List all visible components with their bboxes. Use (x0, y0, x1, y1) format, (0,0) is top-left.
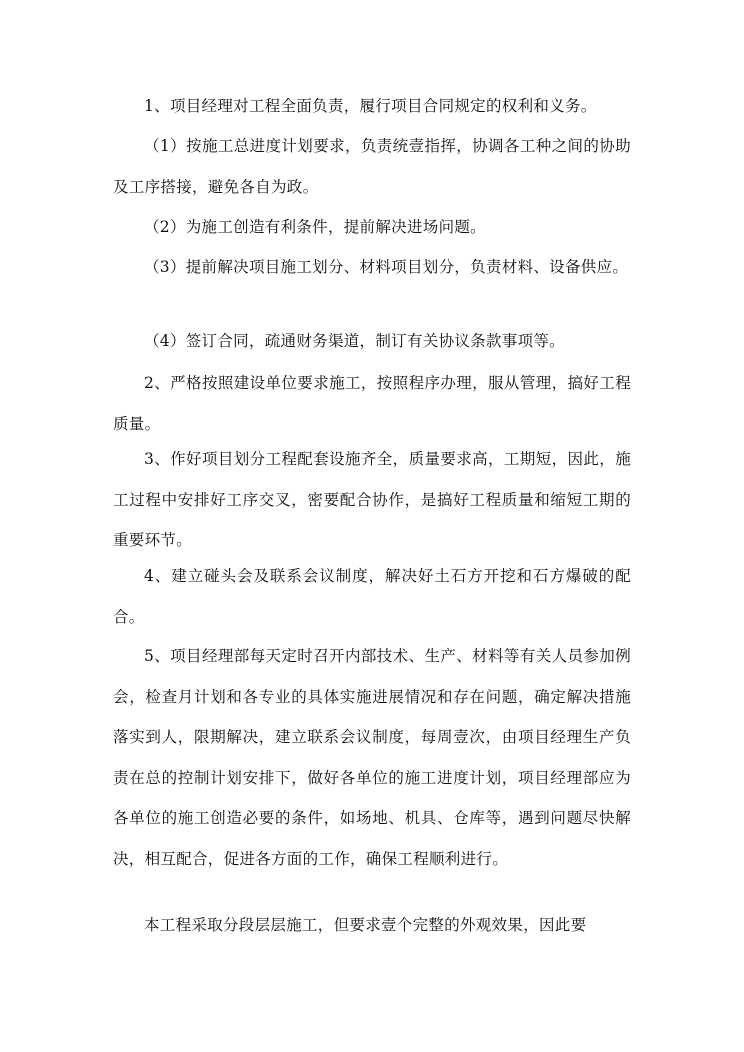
paragraph-4: 4、建立碰头会及联系会议制度，解决好土石方开挖和石方爆破的配合。 (113, 567, 631, 626)
paragraph-1-1: （1）按施工总进度计划要求，负责统壹指挥，协调各工种之间的协助及工序搭接，避免各自为政。 (113, 137, 631, 196)
paragraph-5: 5、项目经理部每天定时召开内部技术、生产、材料等有关人员参加例会，检查月计划和各专业的具体实施进展情况和存在问题，确定解决措施落实到人，限期解决，建立联系会议制度，每周壹次，由项目经理生产负责在总的控制计划安排下，做好各单位的施工进度计划，项目经理部应为各单位的施工创造必要的条件，如场地、机具、仓库等，遇到问题尽快解决，相互配合，促进各方面的工作，确保工程顺利进行。 (113, 647, 631, 868)
paragraph-3: 3、作好项目划分工程配套设施齐全，质量要求高，工期短，因此，施工过程中安排好工序交叉，密要配合协作，是搞好工程质量和缩短工期的重要环节。 (113, 450, 631, 549)
paragraph-6: 本工程采取分段层层施工，但要求壹个完整的外观效果，因此要 (144, 916, 587, 934)
paragraph-1-4: （4）签订合同，疏通财务渠道，制订有关协议条款事项等。 (144, 332, 565, 350)
paragraph-2: 2、严格按照建设单位要求施工，按照程序办理，服从管理，搞好工程质量。 (113, 374, 631, 433)
paragraph-1-3: （3）提前解决项目施工划分、材料项目划分，负责材料、设备供应。 (144, 258, 629, 276)
paragraph-1: 1、项目经理对工程全面负责，履行项目合同规定的权利和义务。 (144, 97, 597, 115)
paragraph-1-2: （2）为施工创造有利条件，提前解决进场问题。 (144, 218, 486, 236)
